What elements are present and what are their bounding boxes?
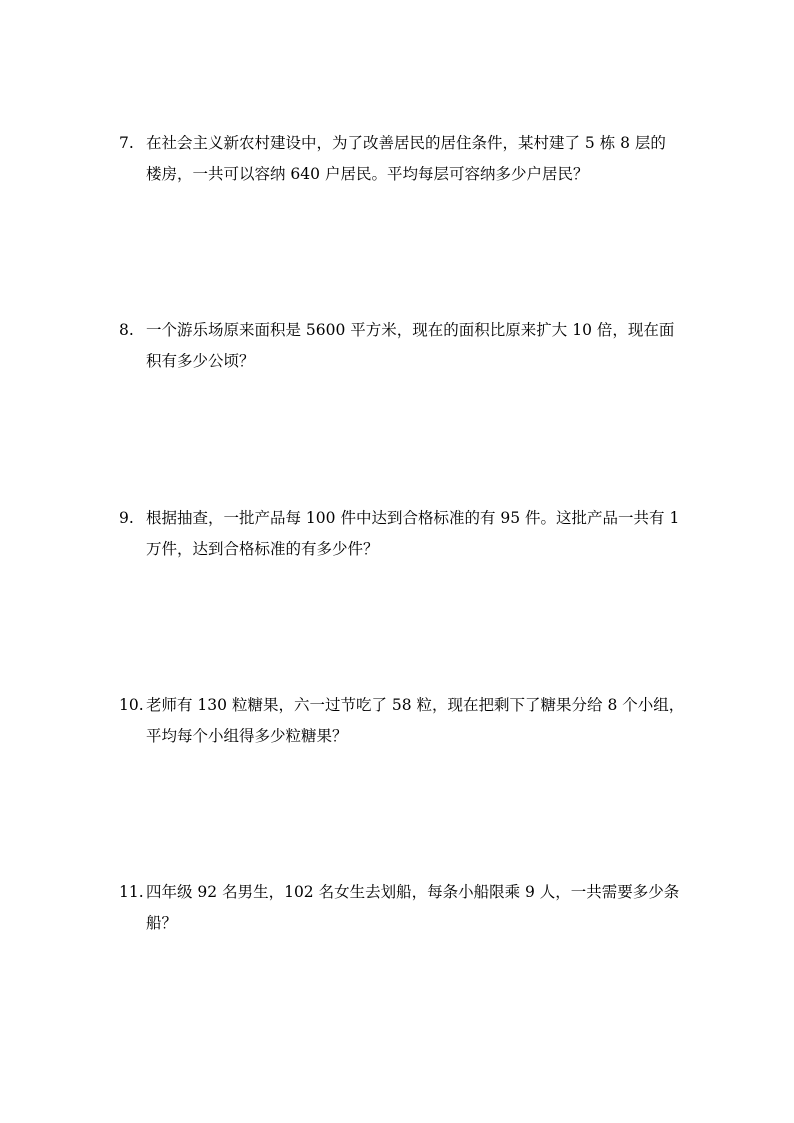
problem-line-1 bbox=[119, 503, 689, 534]
problem-line-2: 船？ bbox=[146, 914, 178, 932]
problem-number: 7. bbox=[119, 134, 134, 152]
problem-text: 在社会主义新农村建设中，为了改善居民的居住条件，某村建了 5 栋 8 层的 bbox=[146, 134, 666, 152]
problem-line-2: 平均每个小组得多少粒糖果？ bbox=[146, 727, 348, 745]
problem-number: 11. bbox=[119, 883, 144, 901]
problem-9 bbox=[119, 503, 689, 565]
problem-number: 8. bbox=[119, 321, 134, 339]
problem-line-1 bbox=[119, 315, 689, 346]
problem-8 bbox=[119, 315, 689, 377]
problem-number: 10. bbox=[119, 696, 144, 714]
problem-line-2: 积有多少公顷？ bbox=[146, 352, 255, 370]
problem-number: 9. bbox=[119, 509, 134, 527]
problem-text: 老师有 130 粒糖果，六一过节吃了 58 粒，现在把剩下了糖果分给 8 个小组， bbox=[146, 696, 685, 714]
problem-text: 一个游乐场原来面积是 5600 平方米，现在的面积比原来扩大 10 倍，现在面 bbox=[146, 321, 675, 339]
problem-7 bbox=[119, 128, 689, 190]
problem-line-2: 万件，达到合格标准的有多少件？ bbox=[146, 540, 379, 558]
problem-10 bbox=[119, 690, 689, 752]
problem-text: 根据抽查，一批产品每 100 件中达到合格标准的有 95 件。这批产品一共有 1 bbox=[146, 509, 680, 527]
problem-text: 四年级 92 名男生，102 名女生去划船，每条小船限乘 9 人，一共需要多少条 bbox=[146, 883, 680, 901]
problem-line-1 bbox=[119, 877, 689, 908]
problem-line-2: 楼房，一共可以容纳 640 户居民。平均每层可容纳多少户居民？ bbox=[146, 165, 589, 183]
problem-line-1 bbox=[119, 128, 689, 159]
problem-line-1 bbox=[119, 690, 689, 721]
problem-11 bbox=[119, 877, 689, 939]
